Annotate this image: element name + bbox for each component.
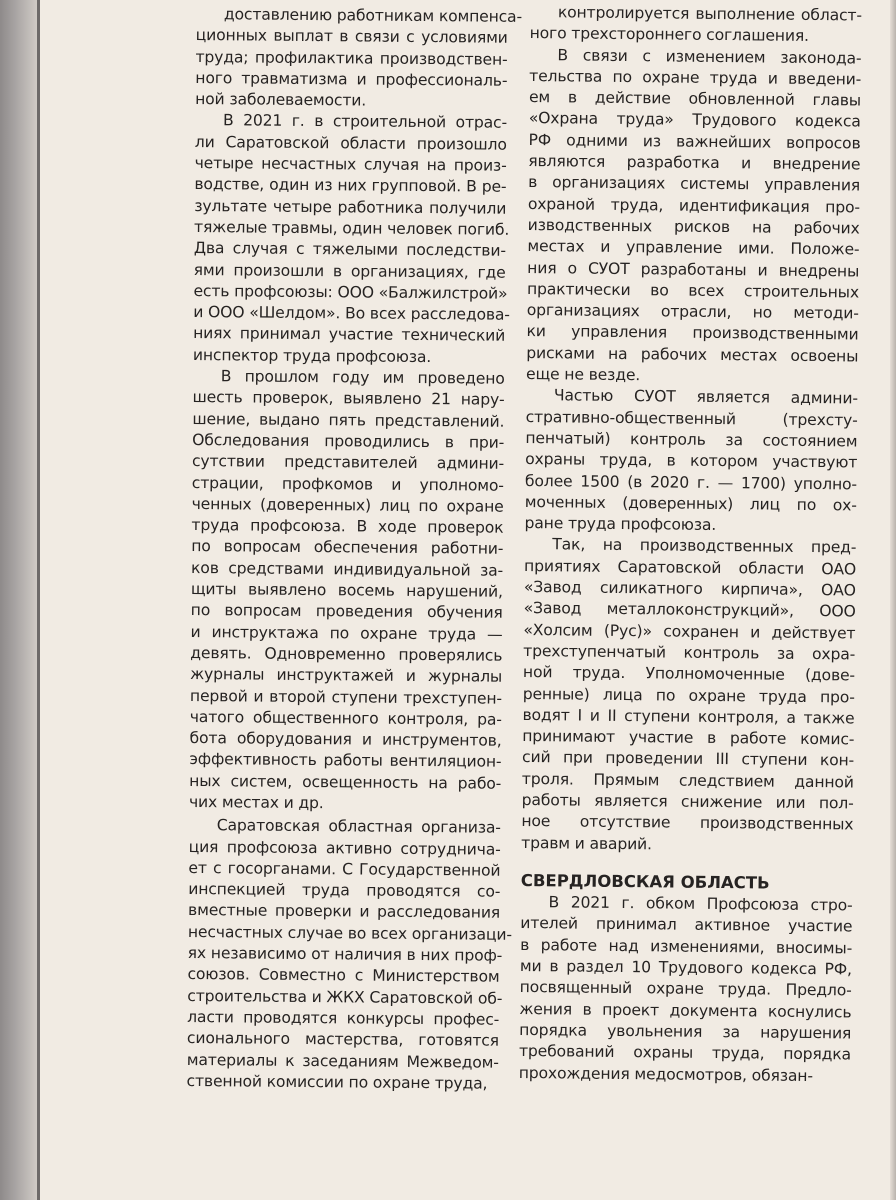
text-line: ми в раздел 10 Трудового кодекса РФ, [519,957,852,979]
text-line: ченных (доверенных) лиц по охране [191,494,504,516]
text-line: организациях отрасли, но методи- [526,301,859,323]
text-line: шесть проверок, выявлено 21 нару- [192,388,505,410]
text-line: труда; профилактика производствен- [195,47,508,69]
text-line: шение, выдано пять представлений. [192,409,505,431]
text-line: первой и второй ступени трехступен- [189,686,503,708]
text-line: жения в проект документа коснулись [519,999,852,1022]
text-line: труда профсоюза. В ходе проверок [191,516,504,537]
text-line: по вопросам обеспечения работни- [191,537,504,559]
text-line: стративно-общественный (трехсту- [525,407,858,430]
text-line: ране труда профсоюза. [524,514,717,535]
text-line: В 2021 г. в строительной отрас- [222,111,508,133]
text-line: рисками на рабочих местах освоены [526,343,859,366]
text-line: тяжелые травмы, один человек погиб. [193,217,510,239]
page-right-edge [890,0,896,1200]
text-line: «Охрана труда» Трудового кодекса [528,109,861,131]
text-line: Частью СУОТ является админи- [553,386,858,408]
text-line: приятиях Саратовской области ОАО [524,556,857,579]
text-line: Саратовская областная организа- [216,816,501,837]
text-line: работы является снижение или пол- [521,790,854,813]
text-line: четыре несчастных случая на произ- [194,154,507,175]
text-line: еще не везде. [526,365,641,385]
paragraph [521,534,856,857]
paragraph [530,2,862,48]
text-line: ков средствами индивидуальной за- [191,558,504,580]
text-line: ционных выплат в связи с условиями [195,26,508,48]
text-line: ителей принимал активное участие [520,914,853,936]
text-line: В связи с изменением законода- [557,45,862,68]
paragraph [519,892,853,1087]
text-line: девять. Одновременно проверялись [190,643,503,665]
text-line: водстве, один из них групповой. В ре- [194,175,507,197]
text-line: ласти проводятся конкурсы профес- [187,1007,500,1029]
text-line: ного травматизма и профессиональ- [195,68,508,90]
text-line: щиты выявлено восемь нарушений, [190,579,503,601]
text-line: являются разработка и внедрение [528,152,861,174]
text-line: порядка увольнения за нарушения [519,1020,852,1043]
text-line: ной заболеваемости. [195,90,367,110]
text-line: сутствии представителей админи- [191,452,505,473]
text-line: и инструктажа по охране труда — [190,622,503,644]
text-line: ственной комиссии по охране труда, [186,1071,488,1093]
text-line: РФ одними из важнейших вопросов [528,130,861,153]
text-line: по вопросам проведения обучения [190,601,503,623]
text-line: ных систем, освещенность на рабо- [189,771,502,793]
text-line: трехступенчатый контроль за охра- [523,641,856,664]
text-line: чих местах и др. [188,792,324,813]
text-line: «Завод металлоконструкций», ООО [523,599,856,621]
text-line: и ООО «Шелдом». Во всех расследова- [193,303,510,324]
text-line: практически во всех строительных [526,279,860,302]
text-line: «Завод силикатного кирпича», ОАО [523,577,856,600]
paragraph [189,366,505,816]
text-line: ли Саратовской области произошло [194,132,507,154]
text-line: зультате четыре работника получили [194,196,507,218]
text-line: принимают участие в работе комис- [522,727,855,749]
paragraph [195,4,523,113]
text-line: вместные проверки и расследования [188,901,501,923]
text-line: требований охраны труда, порядка [518,1042,852,1064]
text-line: ниях принимал участие технический [193,324,506,346]
text-line: охраной труда, идентификация про- [527,194,860,217]
text-line: местах и управление ими. Положе- [527,237,860,259]
text-line: ного трехстороннего соглашения. [529,24,810,46]
text-line: В прошлом году им проведено [220,367,505,388]
text-line: ях независимо от наличия в них проф- [187,944,503,965]
left-text-column [186,4,523,1095]
text-line: в организациях системы управления [528,173,861,195]
text-line: ем в действие обновленной главы [528,88,862,110]
text-line: инспекцией труда проводятся со- [188,880,501,901]
text-line: ция профсоюза активно сотруднича- [188,837,501,859]
text-line: ния о СУОТ разработаны и внедрены [527,258,860,281]
text-line: есть профсоюзы: ООО «Балжилстрой» [193,281,508,303]
text-line: охраны труда, в котором участвуют [525,450,858,472]
text-line: ями произошли в организациях, где [193,260,506,282]
text-line: тельства по охране труда и введени- [529,66,862,89]
text-line: доставлению работникам компенса- [223,5,523,26]
paragraph [186,815,512,1095]
text-line: журналы инструктажей и журналы [190,665,503,686]
text-line: прохождения медосмотров, обязан- [518,1063,813,1085]
text-line: сионального мастерства, готовятся [186,1029,500,1050]
text-line: изводственных рисков на рабочих [527,215,860,238]
text-line: сий при проведении III ступени кон- [521,748,855,770]
text-line: строительства и ЖКХ Саратовской об- [187,986,503,1008]
text-line: «Холсим (Рус)» сохранен и действует [523,620,856,643]
text-line: травм и аварий. [521,833,653,853]
text-line: чатого общественного контроля, ра- [189,707,502,729]
text-line: моченных (доверенных) лиц по ох- [524,492,857,515]
text-line: ет с госорганами. С Государственной [188,858,501,880]
right-text-column [519,2,862,1087]
text-line: ной труда. Уполномоченные (дове- [522,663,856,685]
section-heading: СВЕРДЛОВСКАЯ ОБЛАСТЬ [520,870,770,893]
text-line: ное отсутствие производственных [521,812,854,834]
text-line: ренные) лица по охране труда про- [522,684,855,706]
paragraph [526,45,862,389]
text-line: в работе над изменениями, вносимы- [520,935,853,958]
text-line: страции, профкомов и уполномо- [191,473,504,495]
text-line: Так, на производственных пред- [552,535,857,557]
text-line: В 2021 г. обком Профсоюза стро- [548,893,853,915]
text-line: союзов. Совместно с Министерством [187,965,500,987]
text-line: инспектор труда профсоюза. [192,345,432,366]
text-line: более 1500 (в 2020 г. — 1700) уполно- [524,471,858,493]
text-line: водят I и II ступени контроля, а также [522,705,855,728]
text-line: пенчатый) контроль за состоянием [525,428,858,451]
paragraph [524,385,858,538]
text-line: контролируется выполнение област- [557,3,862,25]
text-line: Два случая с тяжелыми последстви- [193,239,506,260]
text-line: Обследования проводились в при- [192,430,505,452]
text-line: троля. Прямым следствием данной [521,769,854,792]
text-line: эффективность работы вентиляцион- [189,750,502,772]
text-line: несчастных случае во всех организаци- [187,922,512,944]
text-line: материалы к заседаниям Межведом- [186,1050,499,1072]
text-line: посвященный охране труда. Предло- [519,978,852,1000]
page-binding-edge [0,0,40,1200]
text-line: бота оборудования и инструментов, [189,729,502,750]
paragraph [192,110,510,368]
text-line: ки управления производственными [526,322,859,344]
